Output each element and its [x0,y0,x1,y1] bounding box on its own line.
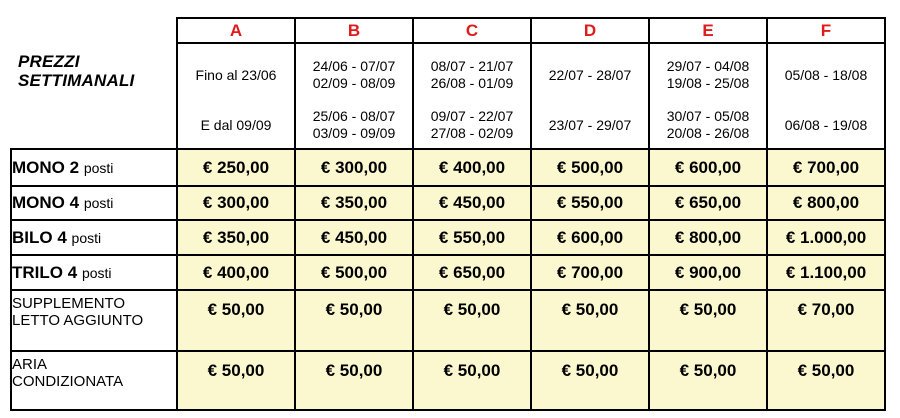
title-line-1: PREZZI [18,52,80,71]
price-cell: € 50,00 [177,290,295,351]
column-letter: B [295,18,413,43]
column-letter: A [177,18,295,43]
period-text: 02/09 - 08/09 [312,75,396,91]
price-cell: € 800,00 [767,186,885,220]
period-header-table [176,17,886,150]
table-row [11,351,885,410]
period-row [177,43,885,149]
column-letter: C [413,18,531,43]
price-cell: € 50,00 [649,351,767,410]
period-text: 19/08 - 25/08 [666,75,750,91]
price-cell: € 650,00 [413,255,531,290]
price-cell: € 1.100,00 [767,255,885,290]
column-letter: E [649,18,767,43]
row-label-line: LETTO AGGIUNTO [12,312,144,329]
table-row [11,220,885,255]
column-letter: D [531,18,649,43]
period-text: 26/08 - 01/09 [430,75,514,91]
table-row [11,149,885,186]
period-text: 05/08 - 18/08 [784,66,868,83]
price-cell: € 50,00 [531,351,649,410]
period-text: Fino al 23/06 [195,66,277,83]
price-cell: € 50,00 [177,351,295,410]
price-cell: € 900,00 [649,255,767,290]
period-cell [531,43,649,149]
row-label: BILO 4 posti [11,220,177,255]
price-cell: € 50,00 [413,290,531,351]
price-cell: € 500,00 [295,255,413,290]
price-cell: € 250,00 [177,149,295,186]
row-label-line: CONDIZIONATA [12,373,124,390]
price-cell: € 70,00 [767,290,885,351]
price-cell: € 50,00 [295,290,413,351]
period-text: 29/07 - 04/08 [666,58,750,74]
period-text: 24/06 - 07/07 [312,58,396,74]
period-cell [295,43,413,149]
period-text: 22/07 - 28/07 [548,66,632,83]
price-cell: € 450,00 [413,186,531,220]
row-label: MONO 2 posti [11,149,177,186]
period-cell [177,43,295,149]
table-row [11,290,885,351]
row-label [11,290,177,351]
price-cell: € 600,00 [649,149,767,186]
price-cell: € 300,00 [295,149,413,186]
price-cell: € 400,00 [177,255,295,290]
page-title [18,52,168,90]
price-cell: € 700,00 [767,149,885,186]
period-text: 08/07 - 21/07 [430,58,514,74]
period-cell [413,43,531,149]
price-cell: € 1.000,00 [767,220,885,255]
period-text: 03/09 - 09/09 [312,125,396,141]
price-cell: € 550,00 [531,186,649,220]
row-label [11,351,177,410]
period-cell [767,43,885,149]
row-label-line: SUPPLEMENTO [12,295,126,312]
price-cell: € 800,00 [649,220,767,255]
table-row [11,186,885,220]
price-cell: € 50,00 [413,351,531,410]
price-cell: € 350,00 [177,220,295,255]
price-cell: € 550,00 [413,220,531,255]
column-letter: F [767,18,885,43]
row-label: TRILO 4 posti [11,255,177,290]
period-cell [649,43,767,149]
price-cell: € 50,00 [649,290,767,351]
price-cell: € 700,00 [531,255,649,290]
price-cell: € 500,00 [531,149,649,186]
row-label-line: ARIA [12,356,48,373]
period-text: 09/07 - 22/07 [430,108,514,124]
period-text: E dal 09/09 [200,116,272,133]
price-cell: € 50,00 [295,351,413,410]
table-row [11,255,885,290]
title-line-2: SETTIMANALI [18,71,135,90]
period-text: 30/07 - 05/08 [666,108,750,124]
price-cell: € 50,00 [531,290,649,351]
period-text: 25/06 - 08/07 [312,108,396,124]
period-text: 06/08 - 19/08 [784,116,868,133]
period-text: 23/07 - 29/07 [548,116,632,133]
price-cell: € 600,00 [531,220,649,255]
row-label: MONO 4 posti [11,186,177,220]
price-cell: € 50,00 [767,351,885,410]
period-text: 20/08 - 26/08 [666,125,750,141]
period-text: 27/08 - 02/09 [430,125,514,141]
price-cell: € 300,00 [177,186,295,220]
price-table [10,148,886,411]
price-cell: € 450,00 [295,220,413,255]
price-cell: € 400,00 [413,149,531,186]
column-letter-row [177,18,885,43]
price-cell: € 350,00 [295,186,413,220]
price-cell: € 650,00 [649,186,767,220]
